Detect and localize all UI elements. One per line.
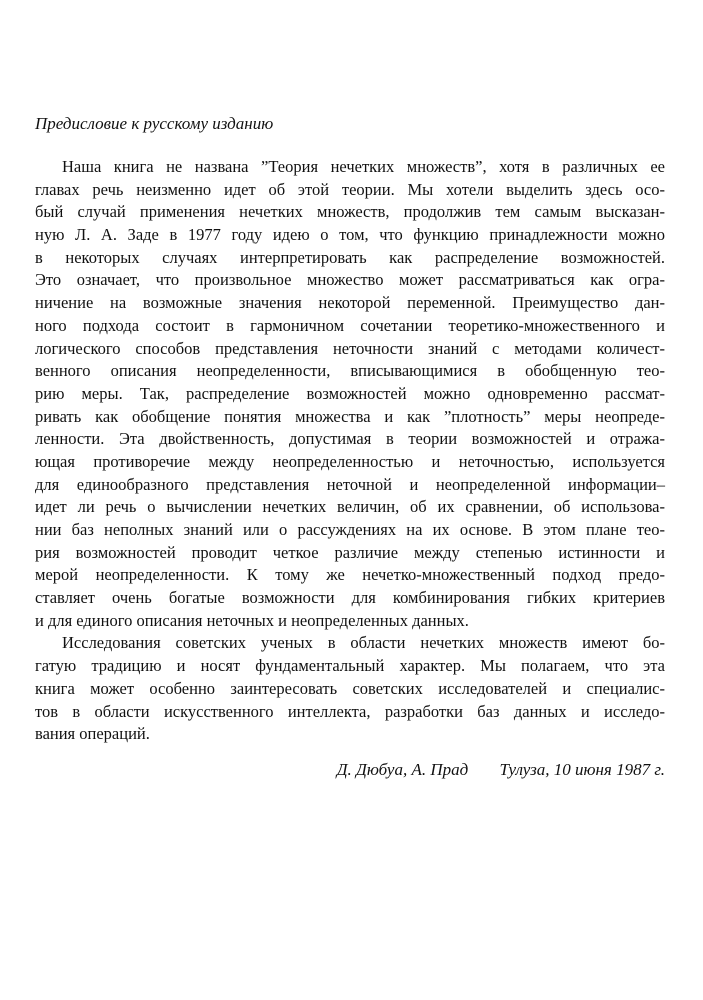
text-line: бый случай применения нечетких множеств, продолжив тем самым высказан- (35, 202, 665, 222)
text-line: ставляет очень богатые возможности для комбинирования гибких критериев (35, 588, 665, 608)
paragraph-2 (35, 632, 665, 745)
text-line: ленности. Эта двойственность, допустимая в теории возможностей и отража- (35, 429, 665, 449)
text-line: ного подхода состоит в гармоничном сочетании теоретико-множественного и (35, 315, 665, 335)
signature-place-date: Тулуза, 10 июня 1987 г. (499, 760, 665, 779)
text-line: для единообразного представления неточной и неопределенной информации– (35, 474, 665, 494)
text-line: в некоторых случаях интерпретировать как распределение возможностей. (35, 247, 665, 267)
text-line: ющая противоречие между неопределенностью и неточностью, используется (35, 451, 665, 471)
text-line: рия возможностей проводит четкое различие между степенью истинности и (35, 542, 665, 562)
text-line: идет ли речь о вычислении нечетких величин, об их сравнении, об использова- (35, 497, 665, 517)
text-line: мерой неопределенности. К тому же нечетко-множественный подход предо- (35, 565, 665, 585)
signature (0, 760, 665, 780)
paragraph-1 (35, 156, 665, 632)
signature-authors: Д. Дюбуа, А. Прад (336, 760, 469, 779)
text-line: ную Л. А. Заде в 1977 году идею о том, что функцию принадлежности можно (35, 225, 665, 245)
text-line: Наша книга не названа ”Теория нечетких множеств”, хотя в различных ее (62, 157, 665, 176)
text-line: нии баз неполных знаний или о рассуждениях на их основе. В этом плане тео- (35, 520, 665, 539)
preface-heading: Предисловие к русскому изданию (35, 114, 274, 133)
text-line: ничение на возможные значения некоторой переменной. Преимущество дан- (35, 293, 665, 313)
text-line: вания операций. (35, 724, 150, 744)
text-line: гатую традицию и носят фундаментальный характер. Мы полагаем, что эта (35, 656, 665, 676)
text-line: Исследования советских ученых в области нечетких множеств имеют бо- (62, 633, 665, 653)
text-line: рию меры. Так, распределение возможностей можно одновременно рассмат- (35, 383, 665, 403)
text-line: венного описания неопределенности, вписывающимися в обобщенную тео- (35, 361, 665, 381)
text-line: Это означает, что произвольное множество может рассматриваться как огра- (35, 270, 665, 290)
preface-body (35, 156, 665, 746)
text-line: главах речь неизменно идет об этой теории. Мы хотели выделить здесь осо- (35, 179, 665, 199)
text-line: логического способов представления неточности знаний с методами количест- (35, 338, 665, 358)
text-line: ривать как обобщение понятия множества и как ”плотность” меры неопреде- (35, 406, 665, 426)
text-line: книга может особенно заинтересовать советских исследователей и специалис- (35, 678, 665, 698)
text-line: и для единого описания неточных и неопределенных данных. (35, 610, 469, 630)
text-line: тов в области искусственного интеллекта, разработки баз данных и исследо- (35, 701, 665, 721)
